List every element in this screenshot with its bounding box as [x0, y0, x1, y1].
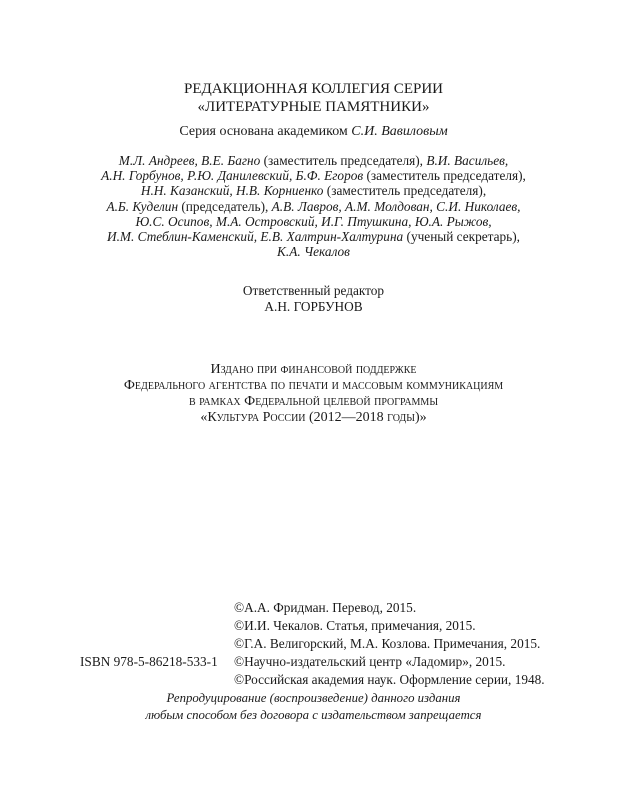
series-founded-line [0, 123, 627, 140]
notice-line1: Репродуцирование (воспроизведение) данного издания [166, 691, 461, 705]
member-role: (заместитель председателя), [260, 153, 427, 168]
board-members-line [0, 168, 627, 183]
member-role: (заместитель председателя), [323, 183, 487, 199]
member-names: А.Н. Горбунов, Р.Ю. Данилевский, Б.Ф. Егоров [101, 168, 364, 184]
member-names: М.Л. Андреев, В.Е. Багно [118, 153, 261, 168]
founded-prefix: Серия основана академиком [179, 124, 352, 139]
series-board-heading [0, 80, 627, 116]
member-role: (председатель), [178, 198, 272, 214]
copyright-block [234, 599, 614, 689]
copyright-line: ©Г.А. Велигорский, М.А. Козлова. Примечания, 2015. [234, 636, 541, 651]
member-names: К.А. Чекалов [277, 244, 350, 260]
series-heading-line2: «ЛИТЕРАТУРНЫЕ ПАМЯТНИКИ» [197, 99, 430, 115]
member-role: (заместитель председателя), [363, 168, 526, 184]
financial-support-block [0, 362, 627, 426]
board-members-line [0, 199, 627, 214]
editor-label: Ответственный редактор [242, 283, 385, 298]
support-line: «Культура России (2012—2018 годы)» [200, 410, 427, 425]
member-names: И.М. Стеблин-Каменский, Е.В. Халтрин-Халтурина [106, 229, 404, 245]
copyright-line: ©А.А. Фридман. Перевод, 2015. [234, 600, 417, 615]
support-line: Издано при финансовой поддержке [210, 362, 417, 377]
member-names: А.В. Лавров, А.М. Молдован, С.И. Николаев, [271, 198, 521, 214]
member-names: А.Б. Куделин [106, 198, 179, 214]
notice-line2: любым способом без договора с издательством запрещается [145, 708, 482, 722]
member-role: (ученый секретарь), [403, 229, 520, 245]
board-members-line [0, 214, 627, 229]
series-heading-line1: РЕДАКЦИОННАЯ КОЛЛЕГИЯ СЕРИИ [184, 81, 443, 97]
support-line: в рамках Федеральной целевой программы [188, 394, 439, 409]
copyright-line: ©Научно-издательский центр «Ладомир», 2015. [234, 654, 506, 669]
reproduction-notice [0, 690, 627, 724]
copyright-line: ©Российская академия наук. Оформление серии, 1948. [234, 672, 545, 687]
isbn: ISBN 978-5-86218-533-1 [80, 654, 218, 669]
board-members-list [0, 153, 627, 259]
member-names: Н.Н. Казанский, Н.В. Корниенко [140, 183, 324, 199]
board-members-line [0, 229, 627, 244]
board-members-line [0, 244, 627, 259]
support-line: Федерального агентства по печати и массовым коммуникациям [123, 378, 504, 393]
responsible-editor [0, 283, 627, 314]
founder-name: С.И. Вавиловым [351, 124, 448, 139]
member-names: Ю.С. Осипов, М.А. Островский, И.Г. Птушкина, Ю.А. Рыжов, [135, 213, 492, 229]
member-names: В.И. Васильев, [426, 153, 509, 168]
board-members-line [0, 183, 627, 198]
copyright-line: ©И.И. Чекалов. Статья, примечания, 2015. [234, 618, 476, 633]
editor-name: А.Н. ГОРБУНОВ [264, 299, 363, 315]
board-members-line [0, 153, 627, 168]
